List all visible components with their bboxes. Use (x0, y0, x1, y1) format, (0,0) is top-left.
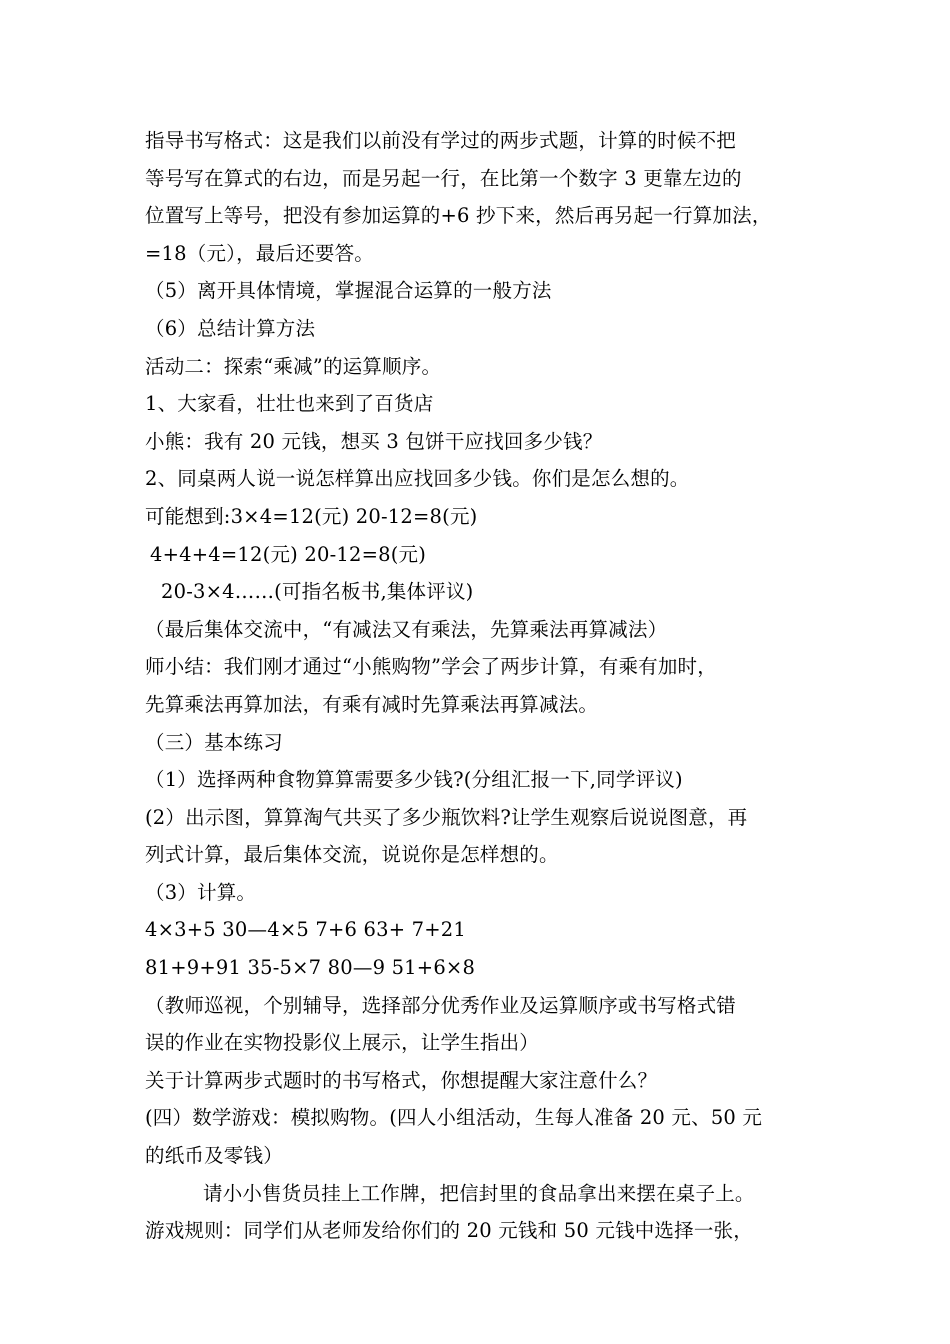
paragraph-line: 误的作业在实物投影仪上展示，让学生指出） (145, 1031, 540, 1055)
paragraph-line: 2、同桌两人说一说怎样算出应找回多少钱。你们是怎么想的。 (145, 467, 690, 491)
exercise-line: （1）选择两种食物算算需要多少钱?(分组汇报一下,同学评议) (145, 768, 683, 792)
teacher-summary-line: 先算乘法再算加法，有乘有减时先算乘法再算减法。 (145, 692, 599, 716)
section-step-6: （6）总结计算方法 (145, 316, 316, 340)
paragraph-line: 小熊：我有 20 元钱，想买 3 包饼干应找回多少钱？ (145, 429, 603, 453)
calculation-row: 4×3+5 30—4×5 7+6 63+ 7+21 (145, 918, 467, 942)
exercise-line: (2）出示图，算算淘气共买了多少瓶饮料?让学生观察后说说图意，再 (145, 805, 748, 829)
exercise-line: 列式计算，最后集体交流，说说你是怎样想的。 (145, 843, 559, 867)
paragraph-line: 请小小售货员挂上工作牌，把信封里的食品拿出来摆在桌子上。 (203, 1181, 755, 1205)
exercise-line: （3）计算。 (145, 880, 257, 904)
calculation-row: 81+9+91 35-5×7 80—9 51+6×8 (145, 956, 476, 980)
document-body (145, 122, 825, 1250)
paragraph-line: 位置写上等号，把没有参加运算的+6 抄下来，然后再另起一行算加法， (145, 204, 772, 228)
activity-two-heading: 活动二：探索“乘减”的运算顺序。 (145, 354, 442, 378)
formula-line: 可能想到:3×4=12(元) 20-12=8(元) (145, 504, 478, 528)
paragraph-line: 1、大家看，壮壮也来到了百货店 (145, 392, 434, 416)
paragraph-line: 的纸币及零钱） (145, 1144, 283, 1168)
paragraph-line: =18（元），最后还要答。 (145, 241, 375, 265)
formula-line: 4+4+4=12(元) 20-12=8(元) (150, 542, 427, 566)
paragraph-line: 等号写在算式的右边，而是另起一行，在比第一个数字 3 更靠左边的 (145, 166, 742, 190)
game-rules-line: 游戏规则：同学们从老师发给你们的 20 元钱和 50 元钱中选择一张， (145, 1219, 753, 1243)
paragraph-line: 指导书写格式：这是我们以前没有学过的两步式题，计算的时候不把 (145, 129, 737, 152)
paragraph-line: 关于计算两步式题时的书写格式，你想提醒大家注意什么？ (145, 1068, 658, 1092)
section-basic-practice-heading: （三）基本练习 (145, 730, 283, 754)
math-game-heading: (四）数学游戏：模拟购物。(四人小组活动，生每人准备 20 元、50 元 (145, 1106, 763, 1130)
teacher-summary-line: 师小结：我们刚才通过“小熊购物”学会了两步计算，有乘有加时， (145, 655, 717, 679)
formula-line: 20-3×4……(可指名板书,集体评议) (161, 580, 474, 604)
paragraph-line: （最后集体交流中，“有减法又有乘法，先算乘法再算减法） (145, 617, 668, 641)
paragraph-line: （教师巡视，个别辅导，选择部分优秀作业及运算顺序或书写格式错 (145, 993, 737, 1017)
section-step-5: （5）离开具体情境，掌握混合运算的一般方法 (145, 279, 552, 303)
